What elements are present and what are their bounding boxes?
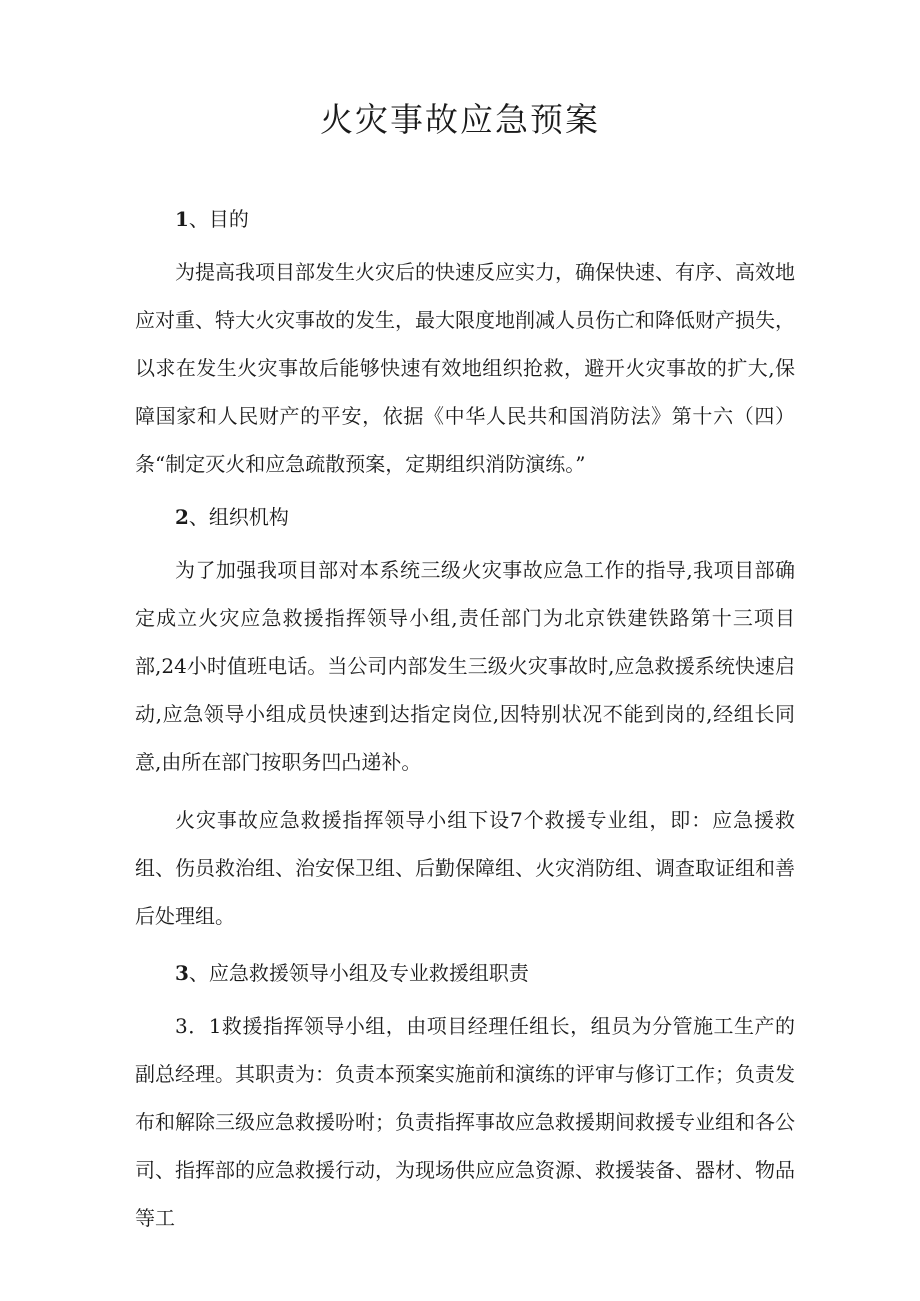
section-number: 1: [175, 207, 189, 231]
section-title: 应急救援领导小组及专业救援组职责: [208, 961, 529, 985]
document-title: 火灾事故应急预案: [320, 100, 600, 139]
document-body: [135, 196, 795, 1242]
paragraph: 火灾事故应急救援指挥领导小组下设7个救援专业组，即：应急援救组、伤员救治组、治安保卫组、后勤保障组、火灾消防组、调查取证组和善后处理组。: [135, 808, 795, 928]
paragraph: 为了加强我项目部对本系统三级火灾事故应急工作的指导,我项目部确定成立火灾应急救援指挥领导小组,责任部门为北京铁建铁路第十三项目部,24小时值班电话。当公司内部发生三级火灾事故时,应急救援系统快速启动,应急领导小组成员快速到达指定岗位,因特别状况不能到岗的,经组长同意,由所在部门按职务凹凸递补。: [135, 558, 795, 774]
section-number-separator: 、: [188, 961, 209, 985]
section-title: 目的: [208, 207, 249, 231]
section-heading-2: [135, 494, 795, 540]
section-number-separator: 、: [188, 505, 209, 529]
section-title: 组织机构: [208, 505, 289, 529]
paragraph: 3．1救援指挥领导小组，由项目经理任组长，组员为分管施工生产的副总经理。其职责为：负责本预案实施前和演练的评审与修订工作；负责发布和解除三级应急救援吩咐；负责指挥事故应急救援期间救援专业组和各公司、指挥部的应急救援行动，为现场供应应急资源、救援装备、器材、物品等工: [135, 1014, 795, 1230]
paragraph: 为提高我项目部发生火灾后的快速反应实力，确保快速、有序、高效地应对重、特大火灾事故的发生，最大限度地削减人员伤亡和降低财产损失，以求在发生火灾事故后能够快速有效地组织抢救，避开火灾事故的扩大,保障国家和人民财产的平安，依据《中华人民共和国消防法》第十六（四）条“制定灭火和应急疏散预案，定期组织消防演练。”: [135, 260, 795, 476]
section-heading-1: [135, 196, 795, 242]
section-number: 3: [175, 961, 189, 985]
section-heading-3: [135, 950, 795, 996]
section-number-separator: 、: [188, 207, 209, 231]
section-number: 2: [175, 505, 189, 529]
